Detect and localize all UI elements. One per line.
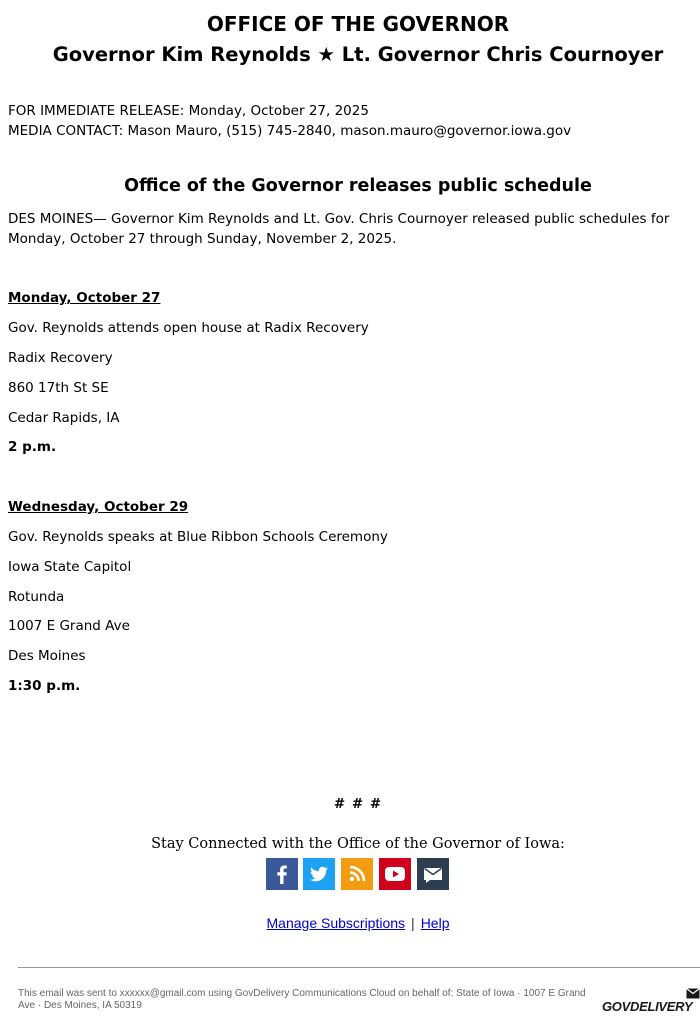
office-title: OFFICE OF THE GOVERNOR [206,12,510,36]
footer-divider [18,967,700,968]
intro-paragraph: DES MOINES— Governor Kim Reynolds and Lt. Gov. Chris Cournoyer released public schedules for Monday, October 27 through Sunday, November 2, 2025. [8,211,670,247]
footer-links [0,913,700,933]
schedule-time: 1:30 p.m. [8,678,81,694]
schedule-event: Gov. Reynolds speaks at Blue Ribbon Schools Ceremony [8,529,388,545]
manage-subscriptions-link[interactable]: Manage Subscriptions [266,915,406,931]
email-icon[interactable] [417,858,449,890]
stay-connected-label: Stay Connected with the Office of the Governor of Iowa: [151,836,565,852]
youtube-icon[interactable] [379,858,411,890]
release-date: FOR IMMEDIATE RELEASE: Monday, October 27, 2025 [8,103,369,119]
governors-line: Governor Kim Reynolds ★ Lt. Governor Chris Cournoyer [52,43,664,66]
schedule-location-line: Cedar Rapids, IA [8,410,120,426]
help-link[interactable]: Help [420,915,450,931]
schedule-location-line: Des Moines [8,648,86,664]
schedule-location-line: Rotunda [8,589,65,605]
schedule-time: 2 p.m. [8,439,57,455]
footer-disclaimer: This email was sent to xxxxxx@gmail.com using GovDelivery Communications Cloud on behalf of: State of Iowa · 1007 E Grand Ave · Des Moines, IA 50319 [18,988,586,1011]
schedule-location-line: Iowa State Capitol [8,559,132,575]
schedule-day: Monday, October 27 [8,290,161,306]
media-contact: MEDIA CONTACT: Mason Mauro, (515) 745-2840, mason.mauro@governor.iowa.gov [8,123,572,139]
end-mark: # # # [333,796,383,812]
schedule-event: Gov. Reynolds attends open house at Radix Recovery [8,320,369,336]
facebook-icon[interactable] [266,858,298,890]
govdelivery-wordmark: GOVDELIVERY [602,999,693,1014]
govdelivery-logo[interactable] [602,988,700,1016]
twitter-icon[interactable] [303,858,335,890]
schedule-location-line: 1007 E Grand Ave [8,618,130,634]
rss-icon[interactable] [341,858,373,890]
schedule-location-line: 860 17th St SE [8,380,109,396]
link-separator: | [411,915,415,931]
schedule-day: Wednesday, October 29 [8,499,189,515]
envelope-icon [686,988,700,999]
headline: Office of the Governor releases public schedule [124,176,592,196]
schedule-location-line: Radix Recovery [8,350,113,366]
